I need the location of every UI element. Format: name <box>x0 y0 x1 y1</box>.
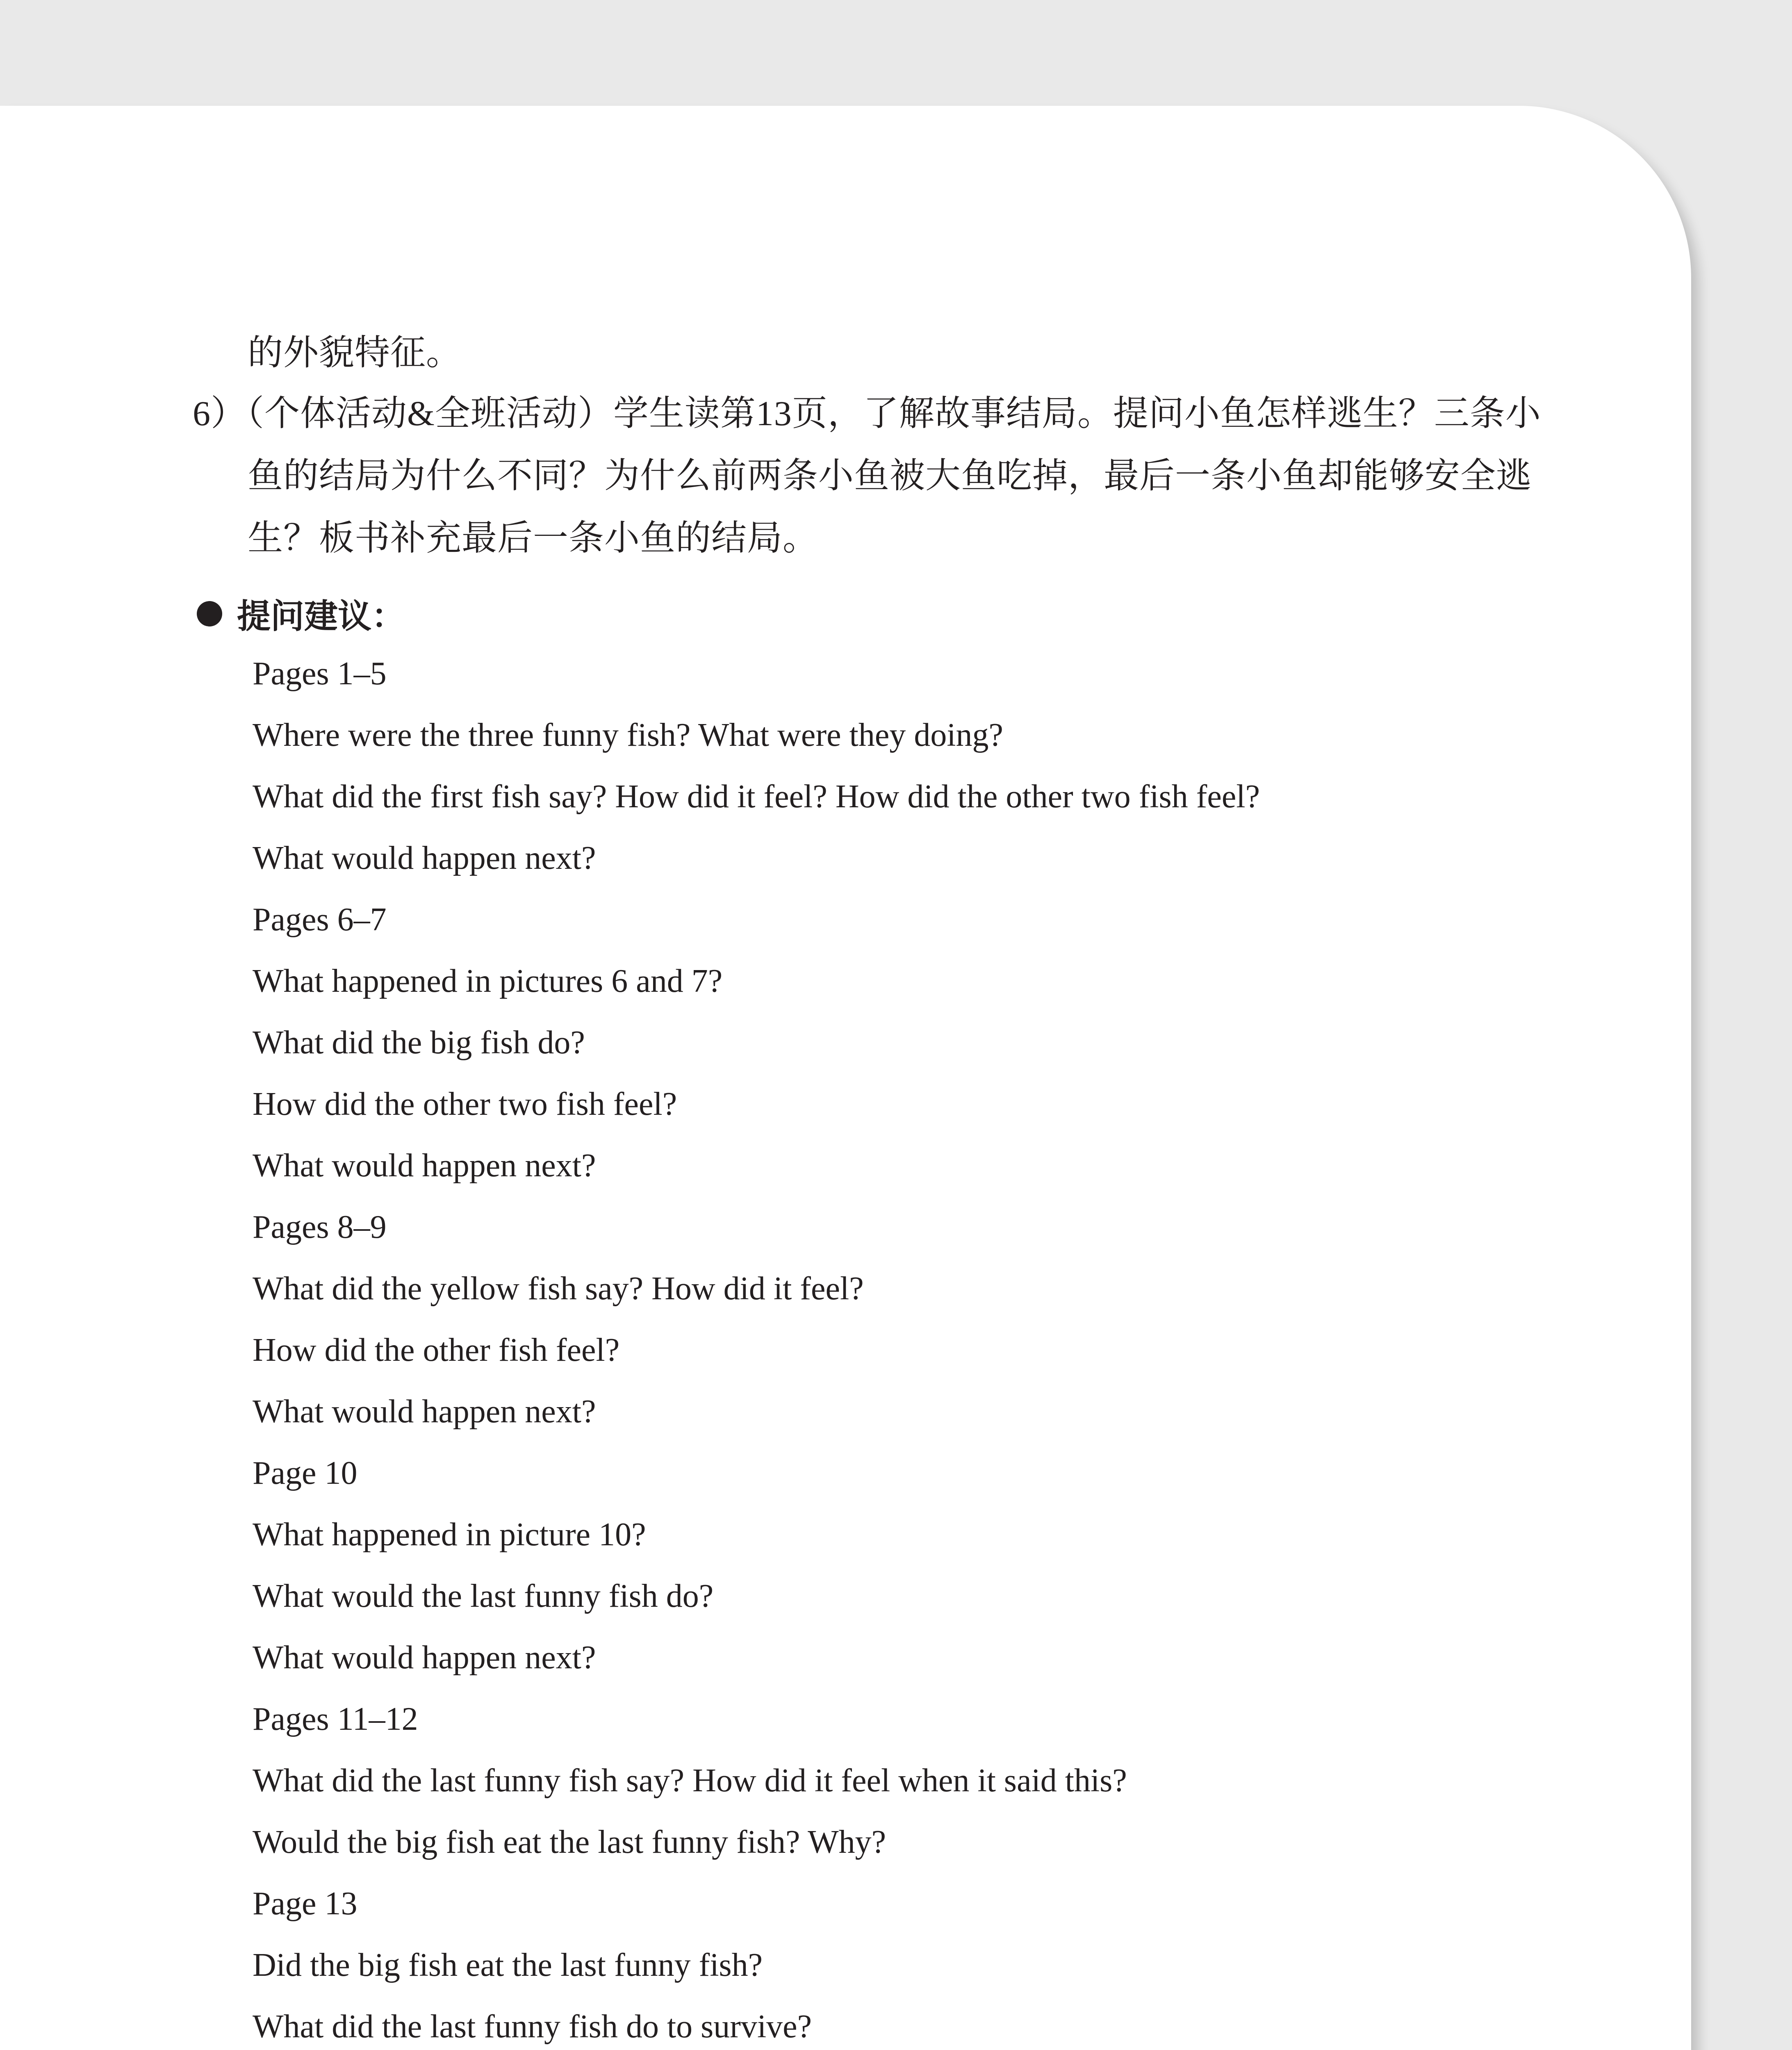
question-line: What did the yellow fish say? How did it feel? <box>253 1271 864 1307</box>
question-line: Pages 1–5 <box>253 656 387 692</box>
question-line: What happened in picture 10? <box>253 1517 646 1553</box>
question-line: Pages 11–12 <box>253 1701 418 1737</box>
item-6-line-2: 鱼的结局为什么不同？为什么前两条小鱼被大鱼吃掉，最后一条小鱼却能够安全逃 <box>248 456 1532 495</box>
question-line: Pages 8–9 <box>253 1209 387 1245</box>
question-line: Would the big fish eat the last funny fish? Why? <box>253 1824 886 1860</box>
question-line: What would happen next? <box>253 840 596 876</box>
item-6-line-1: 6）（个体活动&全班活动）学生读第13页，了解故事结局。提问小鱼怎样逃生？三条小 <box>193 394 1541 433</box>
question-line: How did the other fish feel? <box>253 1332 620 1368</box>
question-line: What did the big fish do? <box>253 1025 585 1061</box>
continuation-text: 的外貌特征。 <box>248 333 462 372</box>
question-line: Pages 6–7 <box>253 902 387 938</box>
question-line: Where were the three funny fish? What were they doing? <box>253 717 1004 753</box>
question-line: How did the other two fish feel? <box>253 1086 677 1122</box>
question-line: What did the last funny fish say? How did it feel when it said this? <box>253 1763 1127 1799</box>
questions-heading <box>197 590 405 638</box>
question-line: What did the first fish say? How did it feel? How did the other two fish feel? <box>253 779 1260 815</box>
question-line: What would the last funny fish do? <box>253 1578 714 1614</box>
question-line: Page 13 <box>253 1886 357 1922</box>
question-line: Page 10 <box>253 1455 357 1491</box>
question-line: What did the last funny fish do to survive? <box>253 2009 812 2045</box>
item-6-line-3: 生？板书补充最后一条小鱼的结局。 <box>248 518 818 558</box>
question-line: What would happen next? <box>253 1640 596 1676</box>
question-line: Did the big fish eat the last funny fish? <box>253 1947 763 1983</box>
bullet-icon <box>197 601 222 626</box>
question-line: What would happen next? <box>253 1394 596 1430</box>
question-line: What happened in pictures 6 and 7? <box>253 963 723 999</box>
questions-heading-text: 提问建议： <box>237 597 405 636</box>
question-line: What would happen next? <box>253 1148 596 1184</box>
